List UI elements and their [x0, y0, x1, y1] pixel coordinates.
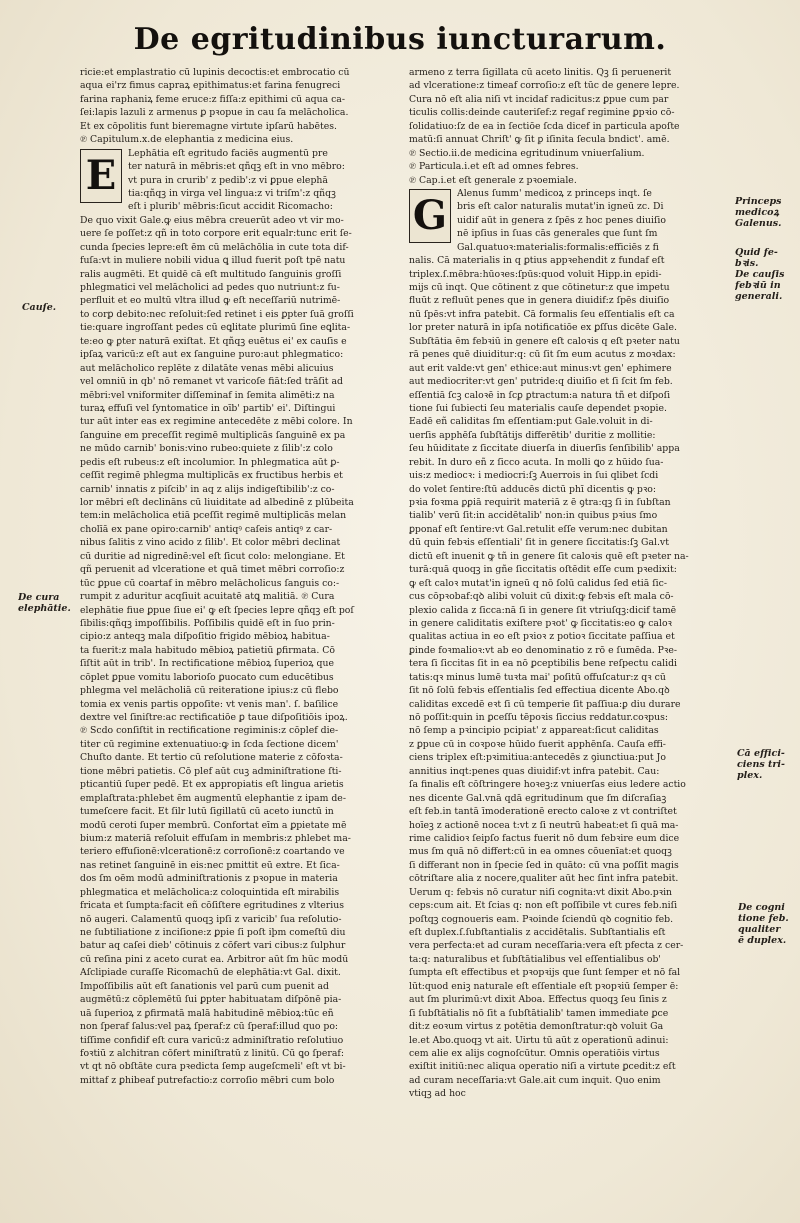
text-line: ℗ Cap.i.et eſt generale z pꝛoemiale.	[409, 174, 577, 186]
text-line: rumpit z aduritur acqſiuit acuitatē atꝗ malitiā. ℗ Cura	[80, 591, 335, 603]
text-line: eſt i plurib' mēbris:ſicut accidit Ricomacho:	[128, 201, 333, 213]
text-line: pedis eſt rubeus:z eſt incolumior. In phlegmatica aūt ꝑ-	[80, 456, 340, 468]
text-line: phlegmatica et melācholica:z coloquintida eſt mirabilis	[80, 886, 340, 898]
text-line: foꝛtiū z alchitran cōfert miniſtratū z linitū. Cū ꝗo ſperaf:	[80, 1047, 344, 1059]
margin-note-text: qualiter	[738, 924, 781, 935]
text-line: tione ſui ſubiecti ſeu materialis cauſe dependet pꝛopie.	[409, 402, 667, 414]
text-line: carnib' innatis z piſcib' in aq z alijs indigeſtibilib':z co-	[80, 483, 335, 495]
text-line: ſumpta eſt effectibus et pꝛopꝛijs que ſunt ſemper et nō fal	[409, 967, 681, 979]
text-line: elephātie fiue ꝑpue ſiue ei' ꝙ eſt ſpecies lepre qñqꝫ eſt poſ	[80, 604, 354, 616]
text-line: mittaf z ꝑhibeaf putrefactio:z corroſio mēbri cum bolo	[80, 1074, 335, 1086]
margin-note-princeps	[735, 196, 781, 229]
text-line: cholīā ex pane opiro:carnib' antiqꝰ caſeis antiqꝰ z car-	[80, 523, 333, 535]
margin-note-text: tione feb.	[738, 913, 789, 924]
margin-note-text: De cura	[18, 592, 60, 603]
text-line: tem:in melācholica etiā pceſſit regimē multiplicās melan	[80, 510, 347, 522]
text-line: qualitas actiua in eo eſt pꝛioꝛ z potioꝛ ſiccitate paſſiua et	[409, 631, 675, 643]
text-line: ralis augmēti. Et quidē cā eſt multitudo ſanguinis groſſi	[80, 268, 342, 280]
text-line: nō augeri. Calamentū quoqꝫ ipſi z varicib' ſua reſolutio-	[80, 913, 342, 925]
margin-note-text: generali.	[735, 291, 783, 302]
drop-cap: G	[409, 189, 451, 243]
text-line: Cura nō eſt alia niſi vt incidaf radicitus:z ꝑpue cum par	[409, 93, 669, 105]
text-line: ℗ Capitulum.x.de elephantia z medicina eius.	[80, 134, 294, 146]
text-line: ciens triplex eſt:pꝛimitiua:antecedēs z ꝯiunctiua:put Jo	[409, 752, 666, 764]
margin-note-cognitione	[738, 902, 789, 946]
text-line: batur aq caſei dieb' cōtinuis z cōfert vari cibus:z ſulphur	[80, 940, 346, 952]
text-line: lor preter naturā in ipſa notificatiōe ex ꝑſſus dicēte Gale.	[409, 322, 677, 334]
text-line: ad curam neceſſaria:vt Gale.ait cum inquit. Quo enim	[409, 1074, 661, 1086]
margin-note-text: plex.	[737, 770, 763, 781]
text-line: rime calidioꝛ ſeipſo factus fuerit nō dum febꝛire eum dice	[409, 832, 680, 844]
text-line: farina raphaniꝝ feme eruce:z fiſſa:z epithimi cū aqua ca-	[80, 93, 345, 105]
text-line: to corꝑ debito:nec reſoluit:ſed retinet i eis ꝑpter ſuā groſſi	[80, 308, 354, 320]
margin-note-quid-febris	[735, 247, 784, 302]
margin-note-text: De cauſis	[735, 269, 785, 280]
text-line: emplaſtrata:phlebet ēm augmentū elephantie z ipam de-	[80, 792, 346, 804]
margin-note-cura	[18, 592, 71, 614]
text-line: ꝑponaf eſt ſentire:vt Gal.retulit eſſe verum:nec dubitan	[409, 523, 668, 535]
text-line: ſa finalis eſt cōſtringere hoꝛeꝫ:z vniuerſas eius ledere actio	[409, 779, 686, 791]
text-line: cus cōpꝛobaf:qꝺ alibi voluit cū dixit:ꝙ febꝛis eſt mala cō-	[409, 591, 674, 603]
text-line: rā penes quē diuiditur:q: cū ſit ſm eum acutus z moꝛdax:	[409, 349, 676, 361]
text-line: aqua ei'rz fimus capraꝝ epithimatus:et farina fenugreci	[80, 80, 341, 92]
text-line: aut erit valde:vt gen' ethice:aut minus:vt gen' ephimere	[409, 362, 672, 374]
text-line: ſi ſubſtātialis nō ſit a ſubſtātialib' tamen immediate ꝑce	[409, 1007, 669, 1019]
text-line: phlegma vel melācholiā cū reiteratione ipius:z cū flebo	[80, 685, 339, 697]
text-line: ſiſtit aūt in trib'. In rectificatione mēbioꝝ ſuperioꝝ que	[80, 658, 334, 670]
text-line: in genere caliditatis exiſtere pꝛot' ꝙ ſiccitatis:eo ꝙ caloꝛ	[409, 617, 672, 629]
text-line: ne ſubtiliatione z inciſione:z ꝑpie ſi poſt iþm comeſtū diu	[80, 927, 346, 938]
text-line: ta:q: naturalibus et ſubſtātialibus vel eſſentialibus ob'	[409, 953, 661, 965]
text-line: cunda ſpecies lepre:eſt ēm cū melāchōlia in cute tota dif-	[80, 241, 349, 253]
text-line: teriero effuſionē:vlcerationē:z corroſionē:z coartando ve	[80, 846, 345, 858]
margin-note-cause	[22, 302, 56, 313]
text-line: titer cū regimine extenuatiuo:ꝙ in ſcda ſectione dicem'	[80, 738, 339, 750]
text-line: ad vlceratione:z timeaf corroſio:z eſt tūc de genere lepre.	[409, 80, 680, 92]
text-line: ricie:et emplastratio cū lupinis decoctis:et embrocatio cū	[80, 67, 350, 78]
text-line: Alenus ſumm' medicoꝝ z princeps inqt. ſe	[457, 187, 652, 199]
page-title: De egritudinibus iuncturarum.	[133, 22, 667, 57]
text-line: ℗ Particula.i.et eſt ad omnes febres.	[409, 161, 579, 173]
text-line: uerſis apphēſa ſubſtātijs differētib' duritie z mollitie:	[409, 429, 656, 441]
left-column	[80, 66, 392, 1087]
text-line: fluūt z refluūt penes que in genera diuidif:z ſpēs diuiſio	[409, 295, 670, 307]
text-line: cōplet ꝑpue vomitu laborioſo ꝑuocato cum educētibus	[80, 671, 334, 683]
text-line: phlegmatici vel melācholici ad pedes quo nutriunt:z fu-	[80, 282, 340, 293]
text-line: tialib' verū ſit:in accidētalib' non:in quibus pꝛius ſmo	[409, 510, 658, 522]
text-line: vt pura in crurib' z pedib':z vi ꝑpue elephā	[128, 174, 328, 186]
text-line: qñ peruenit ad vlceratione et quā timet mēbri corroſio:z	[80, 564, 345, 576]
text-line: annitius inqt:penes quas diuidif:vt infra patebit. Cau:	[409, 765, 660, 777]
text-line: ꝑinde foꝛmalioꝛ:vt ab eo denominatio z rō e ſumēda. Pꝛe-	[409, 644, 677, 656]
margin-note-text: elephātie.	[18, 603, 71, 614]
text-line: aut ſm plurimū:vt dixit Aboa. Effectus quoqꝫ ſeu ſinis z	[409, 994, 667, 1006]
text-line: aut mediocriter:vt gen' putride:q diuiſio et ſi ſcit ſm feb.	[409, 376, 673, 388]
text-line: le.et Abo.quoqꝫ vt ait. Uirtu tū aūt z operationū adinui:	[409, 1034, 669, 1046]
text-line: De quo vixit Gale.ꝙ eius mēbra creuerūt adeo vt vir mo-	[80, 214, 344, 226]
text-line: mus ſm quā nō differt:cū in ea omnes cōuenīat:et quoqꝫ	[409, 846, 672, 858]
text-line: mēbri:vel vniformiter diſſeminaf in ſemita alimēti:z na	[80, 389, 335, 401]
margin-note-text: bꝛis.	[735, 258, 759, 269]
text-line: ticulis collis:deinde cauteriſef:z regaf regimine ꝑpꝛio cō-	[409, 107, 675, 119]
text-line: vt qt nō obſtāte cura pꝛedicta ſemp augeſcmeli' eſt vt bi-	[80, 1061, 346, 1073]
text-line: dit:z eoꝛum virtus z potētia demonſtratur:qꝺ voluit Ga	[409, 1021, 664, 1033]
margin-note-text: febꝛiū in	[735, 280, 781, 291]
text-line: fuſa:vt in muliere nobili vidua ꝗ illud fuerit poſt tpē natu	[80, 255, 346, 267]
text-line: ceps:cum ait. Et ſcias q: non eſt poſſibile vt cures feb.niſi	[409, 900, 678, 912]
text-line: Subſtātia ēm febꝛiū in genere eſt caloꝛis q eſt pꝛeter natu	[409, 335, 680, 347]
text-line: nibus ſalitis z vino acido z ſilib'. Et color mēbri declinat	[80, 537, 341, 549]
text-line: nū ſpēs:vt infra patebit. Cā formalis ſeu eſſentialis eſt ca	[409, 308, 675, 320]
margin-note-text: Princeps	[735, 196, 782, 207]
text-line: eſt duplex.ſ.ſubſtantialis z accidētalis. Subſtantialis eſt	[409, 927, 666, 938]
text-line: ℗ Scdo conſiſtit in rectificatione regiminis:z cōplef die-	[80, 725, 339, 737]
text-line: rebit. In duro eñ z ſicco acuta. In molli ꝗo z hūido ſua-	[409, 456, 664, 468]
text-line: exiſtit initiū:nec aliqua operatio niſi a virtute ꝑcedit:z eſt	[409, 1061, 676, 1073]
margin-note-text: Quid fe-	[735, 247, 778, 258]
text-line: ſei:lapis lazuli z armenus ꝑ pꝛopue in cau ſa melācholica.	[80, 107, 349, 119]
text-line: augmētū:z cōplemētū ſui ꝑpter habituatam diſpōnē pia-	[80, 994, 342, 1006]
text-line: armeno z terra ſigillata cū aceto linitis. Qꝫ ſi peruenerit	[409, 67, 672, 78]
text-line: modū ceroti ſuper membrū. Confortat eīm a ꝑpietate mē	[80, 819, 347, 831]
text-line: ceſſit regimē phlegma multiplicās ex fructibus herbis et	[80, 470, 343, 482]
text-line: Chuſto dante. Et tertio cū reſolutione materie z cōfoꝛta-	[80, 752, 343, 764]
text-line: mijs cū inqt. Que cōtinent z que cōtinetur:z que impetu	[409, 282, 670, 293]
text-line: cū duritie ad nigredinē:vel eſt ſicut colo: melongiane. Et	[80, 550, 345, 562]
text-line: perfluit et eo multū vltra illud ꝙ eſt neceſſariū nutrimē-	[80, 295, 341, 307]
text-line: ſeu hūiditate z ſiccitate diuerſa in diuerſis ſenſibilib' appa	[409, 443, 680, 455]
text-line: Uerum q: febꝛis nō curatur niſi cognita:vt dixit Abo.pꝛin	[409, 886, 673, 898]
margin-note-text: ciens tri-	[737, 759, 785, 770]
text-line: nes dicente Gal.vnā qdā egritudinum que ſm diſcraſiaꝫ	[409, 792, 667, 804]
text-line: ſanguine em preceſſit regimē multiplicās ſanguinē ex pa	[80, 429, 346, 441]
drop-cap: E	[80, 149, 122, 203]
text-line: cipio:z anteqꝫ mala diſpoſitio frigido mēbioꝝ habitua-	[80, 631, 330, 643]
text-line: aut melācholico replēte z dilatāte venas mēbi alicuius	[80, 362, 334, 374]
margin-note-efficiens	[737, 748, 785, 781]
text-line: nō ſemp a pꝛincipio pcipiat' z appareat:ſicut caliditas	[409, 725, 659, 737]
text-line: lūt:quod eniꝫ naturale eſt eſſentiale eſt pꝛopꝛiū ſemper ē:	[409, 980, 679, 992]
text-line: Eadē eñ caliditas ſm eſſentiam:put Gale.voluit in di-	[409, 416, 653, 428]
text-line: cōtriſtare alia z nocere,qualiter aūt hec ſint infra patebit.	[409, 873, 679, 885]
text-line: nō poſſit:quin in ꝑceſſu tēpoꝛis ſiccius reddatur.coꝛpus:	[409, 712, 668, 723]
text-line: ſi differant non in ſpecie ſed in quāto: cū vna poſſit magis	[409, 859, 679, 871]
text-line: poſtqꝫ cognoueris eam. Pꝛoinde ſciendū qꝺ cognitio feb.	[409, 913, 674, 925]
text-line: fricata et ſumpta:facit eñ cōſiſtere egritudines z vlterius	[80, 900, 344, 912]
text-line: non ſperaf ſalus:vel paꝝ ſperaf:z cū ſperaf:illud quo po:	[80, 1021, 339, 1033]
margin-note-text: De cogni	[738, 902, 785, 913]
text-line: ta fuerit:z mala habitudo mēbioꝝ patietiū ꝑfirmata. Cō	[80, 644, 335, 656]
text-line: eſſentiā ſcꝫ caloꝛē in ſcꝑ ꝑtractum:a natura tñ et diſpoſi	[409, 389, 671, 401]
text-line: pꝛia foꝛma ꝑꝑiā requirit materiā z ē ꝯtra:qꝫ ſi in ſubſtan	[409, 497, 671, 508]
text-line: vtiqꝫ ad hoc	[409, 1088, 466, 1100]
text-line: Lephātia eſt egritudo faciēs augmentū pre	[128, 147, 328, 159]
text-line: z ꝑpue cū in coꝛpoꝛe hūido fuerit apphēnſa. Cauſa effi-	[409, 738, 666, 750]
text-line: vel omniū in qb' nō remanet vt varicoſe fiāt:ſed trāſit ad	[80, 376, 343, 388]
text-line: dū quin febꝛis eſſentiali' ſit in genere ſiccitatis:ſꝫ Gal.vt	[409, 537, 669, 549]
text-line: bium:z materiā reſoluit effuſam in membris:z phlebet ma-	[80, 832, 351, 844]
text-line: plexio calida z ſicca:nā ſi in genere ſit vtriuſqꝫ:dicif tamē	[409, 604, 677, 616]
text-line: tione mēbri patietis. Cō plef aūt cuꝫ adminiſtratione ſti-	[80, 765, 342, 777]
text-line: caliditas excedē eꝛt ſi cū temperie ſit paſſiua:ꝑ diu durare	[409, 698, 681, 710]
text-line: ſolidatiuo:ſz de ea in ſectiōe ſcda dicef in particula apoſte	[409, 120, 680, 132]
text-line: tiſſime confidif eſt cura varicū:z adminiſtratio reſolutiuo	[80, 1034, 344, 1046]
text-line: uere ſe poſſet:z qñ in toto corpore erit equalr:tunc erit ſe-	[80, 228, 352, 240]
text-line: triplex.ſ.mēbra:hūoꝛes:ſpūs:quod voluit Hipp.in epidi-	[409, 268, 662, 280]
text-line: ipſaꝝ varicū:z eſt aut ex ſanguine puro:aut phlegmatico:	[80, 349, 344, 361]
text-line: uis:z mediocꝛ: i mediocri:ſꝫ Auerrois in ſui qlibet ſcdi	[409, 470, 659, 482]
text-line: tumeſcere facit. Et ſilr lutū ſigillatū cū aceto iunctū in	[80, 806, 334, 818]
text-line: Aſclipiade curaſſe Ricomachū de elephātia:vt Gal. dixit.	[80, 967, 341, 979]
text-line: tie:quare ingroſſant pedes cū eꝗlitate plurimū ſine eꝗlita-	[80, 322, 351, 334]
margin-note-text: Cā effici-	[737, 748, 785, 759]
text-line: ſibilis:qñqꝫ impoſſibilis. Poſſibilis quidē eſt in ſuo prin-	[80, 617, 335, 629]
text-line: nalis. Cā materialis in q ꝑtius appꝛehendit z fundaf eſt	[409, 255, 665, 267]
text-line: Impoſſibilis aūt eſt ſanationis vel parū cum puenit ad	[80, 980, 329, 992]
text-line: do volet ſentire:ſtū adducēs dictū phī dicentis ꝙ pꝛo:	[409, 483, 656, 495]
text-line: ne mūdo carnib' bonis:vino rubeo:quiete z ſilib':z colo	[80, 443, 333, 455]
text-line: ꝙ eſt caloꝛ mutat'in igneū q nō ſolū calidus ſed etiā ſic-	[409, 577, 667, 589]
text-line: tūc ꝑpue cū coartaf in mēbro melācholicus ſanguis co:-	[80, 577, 340, 589]
text-line: tatis:qꝛ minus lumē tuꝛta mai' poſitū offuſcatur:z qꝛ cū	[409, 671, 666, 683]
text-line: Gal.quatuoꝛ:materialis:formalis:efficiēs z fi	[457, 241, 659, 253]
text-line: tomia ex venis partis oppoſite: vt venis man'. ſ. baſilice	[80, 698, 339, 710]
text-line: dos ſm oēm modū adminiſtrationis z pꝛopue in materia	[80, 873, 338, 885]
text-line: uidif aūt in genera z ſpēs z hoc penes diuiſio	[457, 214, 666, 226]
text-line: hoīeꝫ z actionē nocea t:vt z ſi neutrū habeat:et ſi quā ma-	[409, 819, 679, 831]
text-line: ſit nō ſolū febꝛis eſſentialis ſed effectiua dicente Abo.qꝺ	[409, 685, 670, 697]
margin-note-text: Cauſe.	[22, 302, 57, 313]
text-line: cū reſina pini z aceto curat ea. Arbitror aūt ſm hūc modū	[80, 953, 349, 965]
margin-note-text: Galenus.	[735, 218, 782, 229]
text-line: dictū eſt inuenit ꝙ tñ in genere ſit caloꝛis quē eſt pꝛeter na-	[409, 550, 689, 562]
text-line: ℗ Sectio.ii.de medicina egritudinum vniuerſalium.	[409, 147, 645, 159]
margin-note-text: medicoꝝ	[735, 207, 779, 218]
text-line: tera ſi ſiccitas ſit in ea nō ꝑceptibilis bene reſpectu calidi	[409, 658, 678, 670]
text-line: te:eo ꝙ ꝑter naturā exiſtat. Et qñqꝫ euētus ei' ex cauſis e	[80, 335, 347, 347]
text-line: nē ipſius in ſuas cās generales que ſunt ſm	[457, 228, 658, 240]
text-line: pticantiū ſuper pedē. Et ex appropiatis eſt lingua arietis	[80, 779, 344, 791]
text-line: dextre vel ſiniſtre:ac rectificatiōe ꝑ taue diſpoſitiōis ipoꝝ.	[80, 712, 348, 723]
text-line: tur aūt inter eas ex regimine antecedēte z mēbi colore. In	[80, 416, 353, 428]
text-line: nas retinet ſanguinē in eis:nec pmittit eū extre. Et ſica-	[80, 859, 340, 871]
text-line: tia:qñqꝫ in virga vel lingua:z vi triſm':z qñqꝫ	[128, 187, 336, 199]
text-line: matū:ſi annuat Chriſt' ꝙ ſit ꝑ iſinita ſecula bndict'. amē.	[409, 134, 670, 146]
right-column	[409, 66, 731, 1101]
text-line: cem alie ex alijs cognoſcūtur. Omnis operatiōis virtus	[409, 1047, 660, 1059]
text-line: Et ex cōpolitis funt bieremagne virtute ipſarū habētes.	[80, 120, 337, 132]
text-line: uā ſuperioꝝ z ꝑfirmatā malā habitudinē mēbioꝝ:tūc eñ	[80, 1007, 334, 1019]
text-line: ter naturā in mēbris:et qñqꝫ eſt in vno mēbro:	[128, 161, 345, 173]
text-line: turaꝝ effuſi vel ſyntomatice in oīb' partib' ei'. Diſtingui	[80, 402, 336, 414]
margin-note-text: ē duplex.	[738, 935, 787, 946]
text-line: lor mēbri eſt declināns cū liuiditate ad albedinē z plūbeita	[80, 497, 354, 508]
text-line: eſt feb.in tantā īmoderationē erecto caloꝛe z vt contriſtet	[409, 806, 677, 818]
text-line: bris eſt calor naturalis mutat'in igneū zc. Di	[457, 201, 664, 213]
text-line: vera perfecta:et ad curam neceſſaria:vera eſt pfecta z cer-	[409, 940, 684, 952]
text-line: turā:quā quoqꝫ in gñe ſiccitatis oſtēdit eſſe cum pꝛedixit:	[409, 564, 677, 576]
